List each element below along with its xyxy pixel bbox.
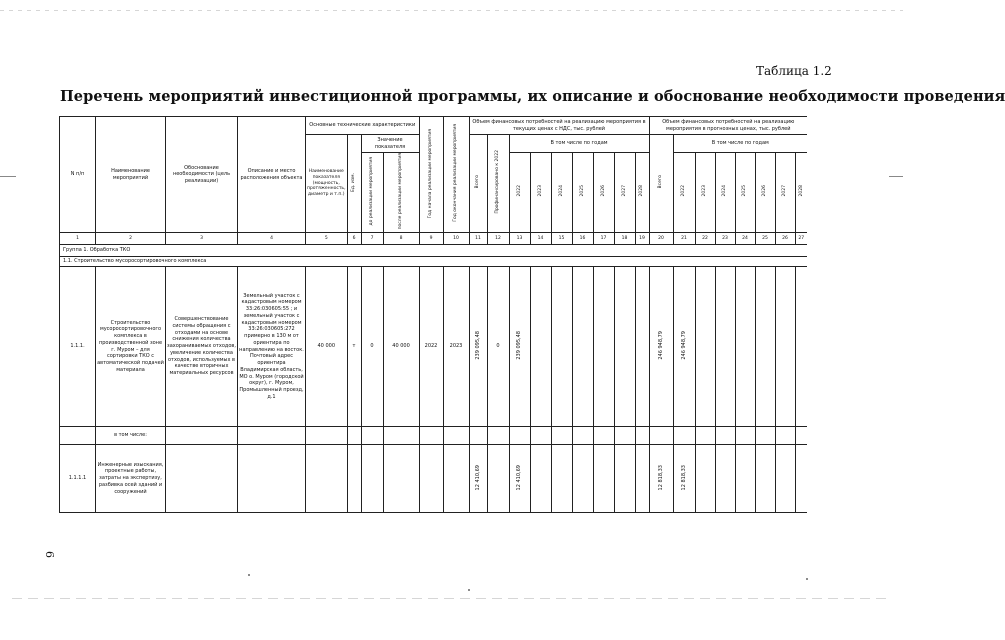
row-forecast-2026: [755, 267, 775, 427]
header-description: Описание и место расположения объекта: [238, 117, 306, 233]
row-2024: [551, 267, 572, 427]
empty-cell: [755, 427, 775, 445]
empty-cell: [755, 445, 775, 513]
row-2027: [614, 267, 635, 427]
column-index: 23: [715, 233, 735, 245]
row-forecast-2025: [735, 267, 755, 427]
empty-cell: [673, 427, 695, 445]
scan-speck: [468, 589, 470, 591]
row-forecast-2022: 12 818,33: [673, 445, 695, 513]
header-indicator-value: Значение показателя: [361, 135, 419, 153]
empty-cell: [419, 427, 443, 445]
column-index: 15: [551, 233, 572, 245]
row-forecast-2022: 246 948,79: [673, 267, 695, 427]
row-forecast-2024: [715, 267, 735, 427]
row-number: 1.1.1.1: [60, 445, 96, 513]
column-index: 4: [238, 233, 306, 245]
empty-cell: [635, 427, 649, 445]
column-index-row: [60, 233, 808, 245]
including-label: в том числе:: [96, 427, 166, 445]
row-number: 1.1.1.: [60, 267, 96, 427]
column-index: 3: [166, 233, 238, 245]
empty-cell: [715, 445, 735, 513]
empty-cell: [361, 427, 383, 445]
column-index: 26: [775, 233, 795, 245]
row-after: 40 000: [383, 267, 419, 427]
scan-edge-top: [0, 10, 903, 11]
row-2028: [635, 267, 649, 427]
column-index: 22: [695, 233, 715, 245]
empty-cell: [306, 427, 348, 445]
row-name: Инженерные изыскания, проектные работы, затраты на экспертизу, разбивка осей зданий и сооружений: [96, 445, 166, 513]
header-year-2024: 2024: [551, 153, 572, 233]
header-unit: Ед. изм.: [347, 135, 361, 233]
column-index: 16: [572, 233, 593, 245]
row-2022: 239 095,48: [509, 267, 530, 427]
header-num: N п/п: [60, 117, 96, 233]
column-index: 11: [469, 233, 487, 245]
table-row: [60, 427, 808, 445]
subgroup-row: 1.1. Строительство мусоросортировочного комплекса: [60, 257, 808, 267]
header-forecast-year-2025: 2025: [735, 153, 755, 233]
scan-speck: [248, 574, 250, 576]
empty-cell: [443, 445, 469, 513]
row-forecast-2023: [695, 267, 715, 427]
row-2025: [572, 267, 593, 427]
header-tech-group: Основные технические характеристики: [306, 117, 420, 135]
empty-cell: [593, 445, 614, 513]
column-index: 17: [593, 233, 614, 245]
header-forecast-year-2023: 2023: [695, 153, 715, 233]
scan-speck: [806, 578, 808, 580]
scan-mark-left: [0, 176, 16, 177]
row-2026: [593, 267, 614, 427]
column-index: 20: [649, 233, 673, 245]
empty-cell: [487, 445, 509, 513]
row-name: Строительство мусоросортировочного комплекса в производственной зоне г. Муром – для сортировки ТКО с автоматической подачей материала: [96, 267, 166, 427]
header-forecast-year-2028: 2028: [795, 153, 807, 233]
empty-cell: [572, 445, 593, 513]
empty-cell: [361, 445, 383, 513]
header-year-2025: 2025: [572, 153, 593, 233]
empty-cell: [795, 445, 807, 513]
empty-cell: [509, 427, 530, 445]
empty-cell: [383, 445, 419, 513]
header-year-2028: 2028: [635, 153, 649, 233]
header-after: после реализации мероприятия: [383, 153, 419, 233]
scan-edge-bottom: [12, 598, 892, 599]
column-index: 6: [347, 233, 361, 245]
empty-cell: [238, 445, 306, 513]
row-2023: [530, 267, 551, 427]
empty-cell: [530, 427, 551, 445]
empty-cell: [735, 427, 755, 445]
row-2022: 12 410,69: [509, 445, 530, 513]
row-year-start: 2022: [419, 267, 443, 427]
row-indicator: 40 000: [306, 267, 348, 427]
page-title: Перечень мероприятий инвестиционной программы, их описание и обоснование необходимости проведения: [60, 88, 1005, 105]
empty-cell: [695, 427, 715, 445]
column-index: 27: [795, 233, 807, 245]
empty-cell: [735, 445, 755, 513]
row-before: 0: [361, 267, 383, 427]
investment-table: [59, 116, 807, 513]
empty-cell: [715, 427, 735, 445]
row-total-forecast: 246 948,79: [649, 267, 673, 427]
header-before: до реализации мероприятия: [361, 153, 383, 233]
empty-cell: [443, 427, 469, 445]
header-year-2027: 2027: [614, 153, 635, 233]
row-unit: т: [347, 267, 361, 427]
column-index: 14: [530, 233, 551, 245]
header-year-2026: 2026: [593, 153, 614, 233]
header-total: Всего: [469, 135, 487, 233]
empty-cell: [775, 445, 795, 513]
empty-cell: [60, 427, 96, 445]
empty-cell: [593, 427, 614, 445]
empty-cell: [695, 445, 715, 513]
header-forecast-year-2022: 2022: [673, 153, 695, 233]
empty-cell: [775, 427, 795, 445]
header-year-end: Год окончания реализации мероприятия: [443, 117, 469, 233]
header-by-years: В том числе по годам: [509, 135, 649, 153]
header-forecast-year-2026: 2026: [755, 153, 775, 233]
header-justification: Обоснование необходимости (цель реализации): [166, 117, 238, 233]
empty-cell: [238, 427, 306, 445]
column-index: 25: [755, 233, 775, 245]
row-year-end: 2023: [443, 267, 469, 427]
column-index: 2: [96, 233, 166, 245]
scan-mark-right: [889, 176, 903, 177]
column-index: 18: [614, 233, 635, 245]
row-total: 239 095,48: [469, 267, 487, 427]
row-justification: Совершенствование системы обращения с отходами на основе снижения количества захораниваемых отходов, увеличение количества отходов, используемых в качестве вторичных материальных ресурсов: [166, 267, 238, 427]
header-year-2022: 2022: [509, 153, 530, 233]
empty-cell: [614, 445, 635, 513]
empty-cell: [649, 427, 673, 445]
empty-cell: [306, 445, 348, 513]
empty-cell: [635, 445, 649, 513]
empty-cell: [530, 445, 551, 513]
empty-cell: [347, 427, 361, 445]
header-fin-current: Объем финансовых потребностей на реализацию мероприятия в текущих ценах с НДС, тыс. рублей: [469, 117, 649, 135]
row-total-forecast: 12 818,33: [649, 445, 673, 513]
empty-cell: [551, 445, 572, 513]
group-row: Группа 1. Обработка ТКО: [60, 245, 808, 257]
column-index: 8: [383, 233, 419, 245]
empty-cell: [551, 427, 572, 445]
empty-cell: [795, 427, 807, 445]
row-forecast-2027: [775, 267, 795, 427]
page-number: 6: [43, 551, 56, 558]
empty-cell: [166, 445, 238, 513]
header-fin-forecast: Объем финансовых потребностей на реализацию мероприятия в прогнозных ценах, тыс. рублей: [649, 117, 807, 135]
row-financed: 0: [487, 267, 509, 427]
empty-cell: [614, 427, 635, 445]
column-index: 12: [487, 233, 509, 245]
header-financed: Профинансировано к 2022: [487, 135, 509, 233]
empty-cell: [347, 445, 361, 513]
header-forecast-year-2027: 2027: [775, 153, 795, 233]
empty-cell: [383, 427, 419, 445]
row-total: 12 410,69: [469, 445, 487, 513]
column-index: 9: [419, 233, 443, 245]
column-index: 1: [60, 233, 96, 245]
table-row: [60, 445, 808, 513]
table-label: Таблица 1.2: [756, 64, 832, 78]
header-indicator-name: Наименование показателя (мощность, протяженность, диаметр и т.п.): [306, 135, 348, 233]
empty-cell: [419, 445, 443, 513]
empty-cell: [166, 427, 238, 445]
column-index: 21: [673, 233, 695, 245]
header-total-forecast: Всего: [649, 135, 673, 233]
column-index: 7: [361, 233, 383, 245]
column-index: 13: [509, 233, 530, 245]
header-name: Наименование мероприятий: [96, 117, 166, 233]
row-description: Земельный участок с кадастровым номером 33:26:030605:55 ; и земельный участок с кадастровым номером 33:26:030605:272 примерно в 130 м от ориентира по направлению на восток. Почтовый адрес ориентира Владимирская область, МО о. Муром (городской округ), г. Муром, Промышленный проезд, д.1: [238, 267, 306, 427]
empty-cell: [572, 427, 593, 445]
header-by-years-forecast: В том числе по годам: [673, 135, 807, 153]
column-index: 10: [443, 233, 469, 245]
empty-cell: [487, 427, 509, 445]
column-index: 24: [735, 233, 755, 245]
table-row: [60, 267, 808, 427]
empty-cell: [469, 427, 487, 445]
column-index: 19: [635, 233, 649, 245]
column-index: 5: [306, 233, 348, 245]
header-year-2023: 2023: [530, 153, 551, 233]
row-forecast-2028: [795, 267, 807, 427]
header-year-start: Год начала реализации мероприятия: [419, 117, 443, 233]
header-forecast-year-2024: 2024: [715, 153, 735, 233]
